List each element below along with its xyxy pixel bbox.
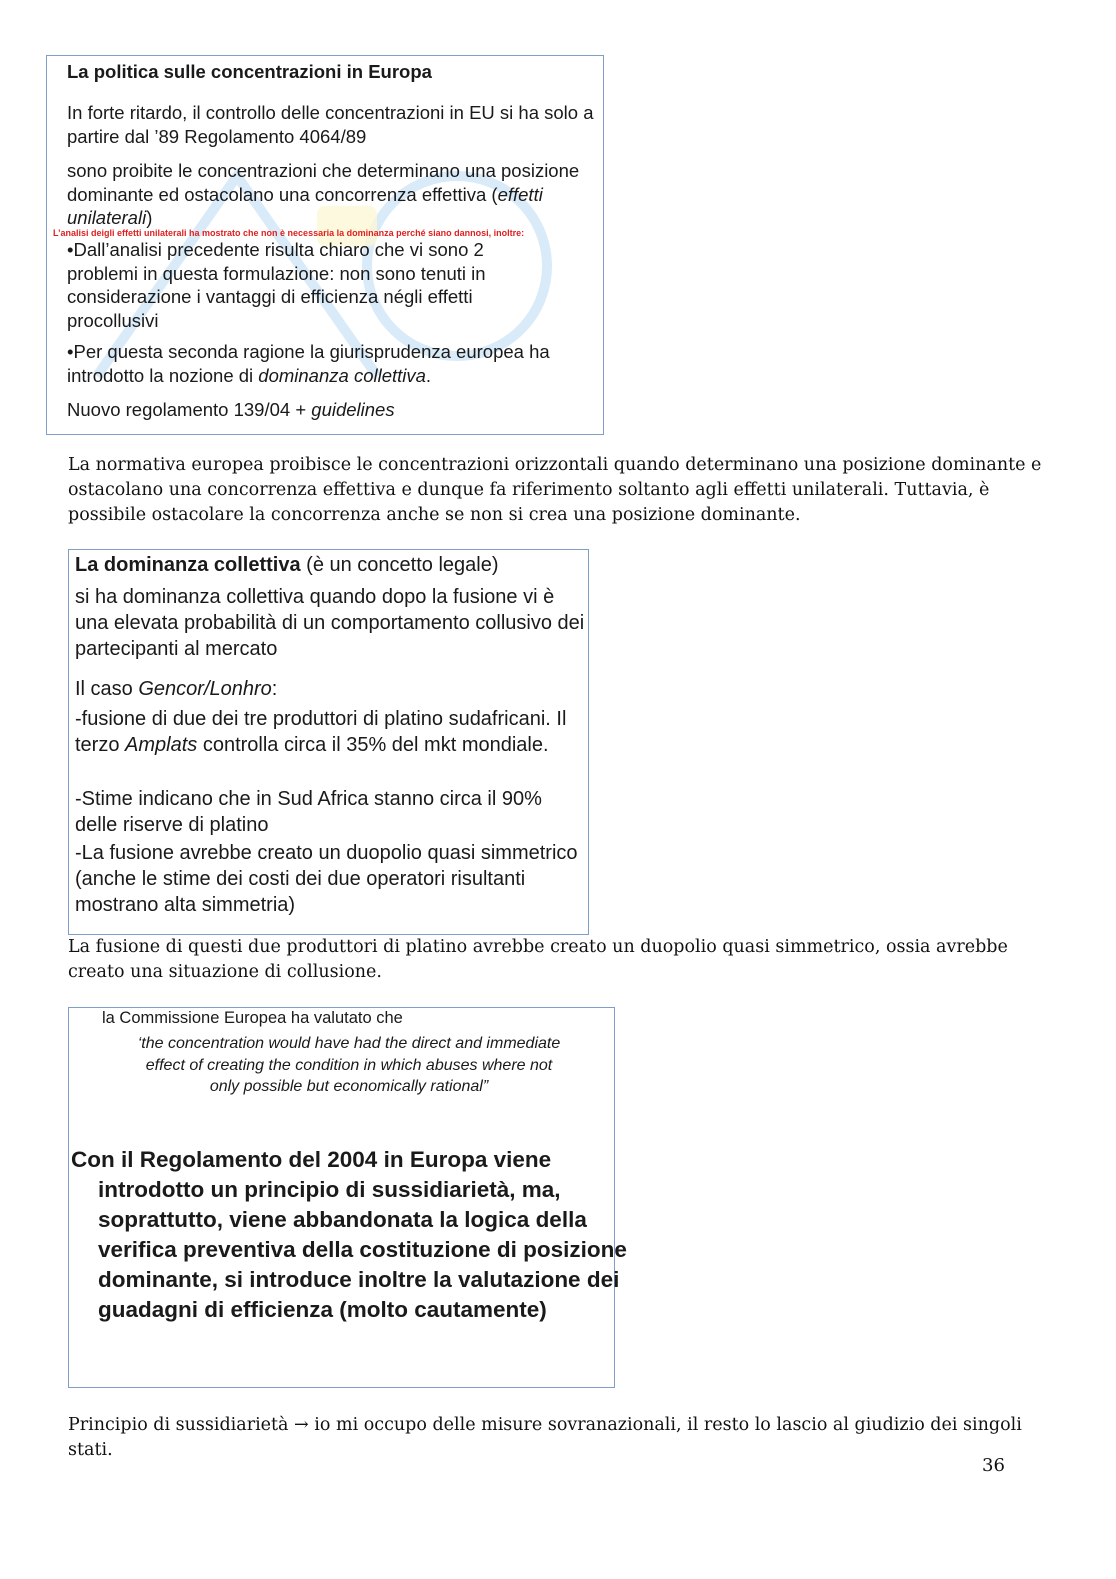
paragraph-normativa — [68, 453, 1048, 528]
slide-commission-assessment — [68, 1007, 627, 1388]
slide2-bullet-2: -Stime indicano che in Sud Africa stanno circa il 90% delle riserve di platino — [75, 788, 542, 836]
slide2-case-suffix: : — [271, 678, 278, 700]
slide1-red-note: L’analisi deigli effetti unilaterali ha mostrato che non è necessaria la dominanza perché siano dannosi, inoltre: — [53, 228, 525, 238]
slide1-paragraph-3: •Dall’analisi precedente risulta chiaro che vi sono 2 problemi in questa formulazione: non sono tenuti in considerazione i vantaggi di efficienza négli effetti procollusivi — [67, 239, 486, 331]
slide1-p4-italic: dominanza collettiva — [258, 364, 426, 386]
slide3-intro: la Commissione Europea ha valutato che — [102, 1009, 403, 1027]
slide2-title-bold: La dominanza collettiva — [75, 554, 301, 576]
slide1-paragraph-5 — [67, 398, 602, 422]
slide2-bullet-3: -La fusione avrebbe creato un duopolio quasi simmetrico (anche le stime dei costi dei due operatori risultanti mostrano alta simmetria) — [75, 842, 578, 916]
slide2-title-rest: (è un concetto legale) — [300, 554, 499, 576]
slide2-b1-italic: Amplats — [125, 734, 198, 756]
slide2-case — [75, 676, 587, 702]
slide2-case-italic: Gencor/Lonhro — [138, 678, 272, 700]
slide2-definition: si ha dominanza collettiva quando dopo la fusione vi è una elevata probabilità di un comportamento collusivo dei partecipanti al mercato — [75, 586, 585, 660]
slide2-case-prefix: Il caso — [75, 678, 139, 700]
slide1-p5-text: Nuovo regolamento 139/04 + — [67, 399, 312, 420]
paragraph-sussidiarieta — [68, 1413, 1048, 1463]
slide1-title: La politica sulle concentrazioni in Europa — [67, 61, 432, 82]
slide2-bullet-1 — [75, 706, 587, 758]
slide3-regulation-text: Con il Regolamento del 2004 in Europa viene introdotto un principio di sussidiarietà, ma, soprattutto, viene abbandonata la logica della verifica preventiva della costituzione di posizione dominante, si introduce inoltre la valutazione dei guadagni di efficienza (molto cautamente) — [71, 1147, 627, 1322]
paragraph-fusione-text: La fusione di questi due produttori di platino avrebbe creato un duopolio quasi simmetrico, ossia avrebbe creato una situazione di collusione. — [68, 937, 1008, 982]
slide1-p2-italic: effetti unilaterali — [67, 183, 543, 228]
slide1-paragraph-1: In forte ritardo, il controllo delle concentrazioni in EU si ha solo a partire dal ’89 Regolamento 4064/89 — [67, 102, 594, 147]
paragraph-sussidiarieta-text: Principio di sussidiarietà → io mi occupo delle misure sovranazionali, il resto lo lascio al giudizio dei singoli stati. — [68, 1415, 1022, 1460]
slide1-paragraph-4 — [67, 340, 602, 387]
slide1-paragraph-2 — [67, 159, 602, 230]
slide1-p2-text: sono proibite le concentrazioni che determinano una posizione dominante ed ostacolano una concorrenza effettiva ( — [67, 160, 580, 205]
slide1-p4-text: •Per questa seconda ragione la giurisprudenza europea ha introdotto la nozione di — [67, 341, 550, 386]
slide3-quote: ‘the concentration would have had the direct and immediate effect of creating the condition in which abuses where not only possible but economically rational” — [137, 1035, 561, 1095]
paragraph-normativa-text: La normativa europea proibisce le concentrazioni orizzontali quando determinano una posizione dominante e ostacolano una concorrenza effettiva e dunque fa riferimento soltanto agli effetti unilaterali. Tuttavia, è possibile ostacolare la concorrenza anche se non si crea una posizione dominante. — [68, 455, 1042, 525]
page-number: 36 — [982, 1455, 1005, 1476]
slide2-b1-text: -fusione di due dei tre produttori di platino sudafricani. Il terzo — [75, 708, 567, 756]
paragraph-fusione — [68, 935, 1048, 985]
slide-concentration-policy — [46, 55, 604, 435]
slide2-title — [75, 552, 587, 578]
slide1-p4-end: . — [425, 364, 432, 386]
slide2-b1-end: controlla circa il 35% del mkt mondiale. — [197, 734, 549, 756]
slide1-p2-end: ) — [146, 207, 153, 228]
slide-collective-dominance — [68, 549, 589, 935]
slide1-p5-italic: guidelines — [311, 399, 395, 420]
